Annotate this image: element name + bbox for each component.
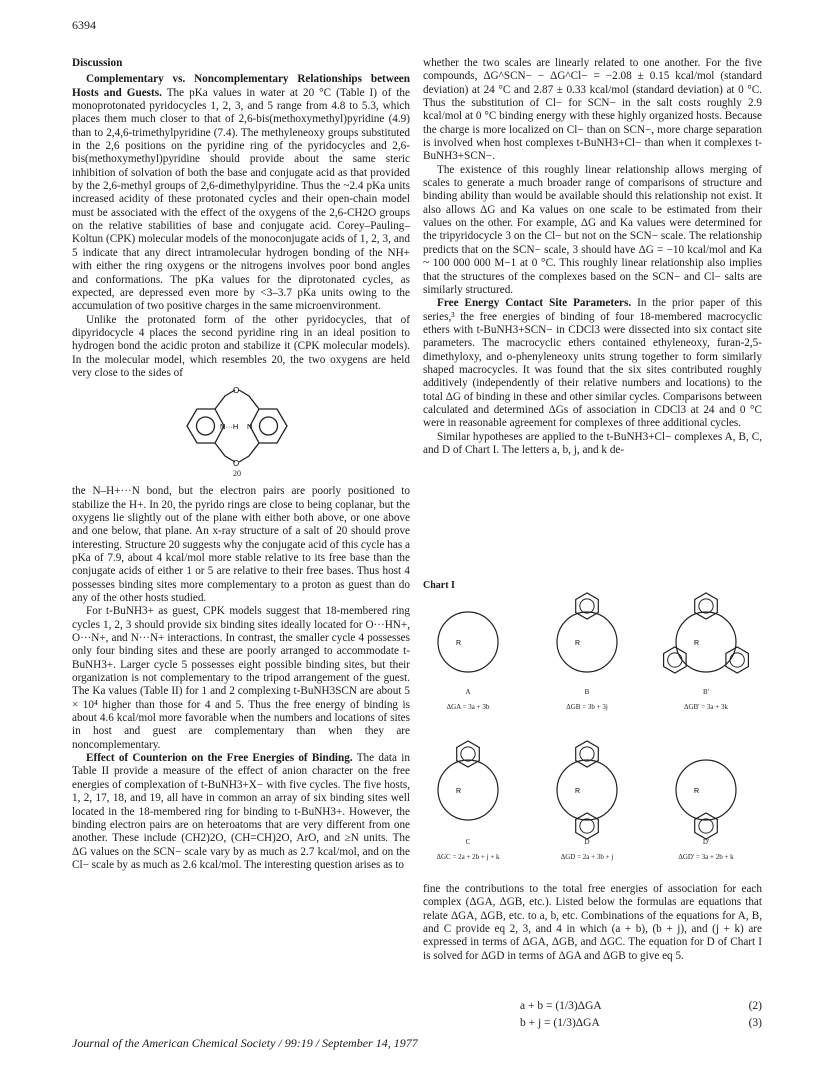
structure-label-a: A: [465, 688, 471, 696]
ammonium-center: R: [575, 640, 581, 647]
ammonium-center: R: [456, 788, 462, 795]
ammonium-center: R: [694, 640, 700, 647]
macrocycle-ring: [438, 760, 498, 820]
pyridine-ring: [695, 593, 718, 619]
chart-i: [423, 580, 762, 870]
equation-number: (3): [748, 1017, 762, 1029]
journal-footer: Journal of the American Chemical Society / 99:19 / September 14, 1977: [72, 1036, 418, 1050]
structure-label-b: B: [584, 688, 590, 696]
equation-b: ΔGB = 3b + 3j: [566, 703, 608, 711]
pyridine-ring-inner: [580, 747, 594, 761]
paragraph: the N–H+···N bond, but the electron pairs are poorly positioned to stabilize the H+. In 20, the pyrido rings are close to being coplanar, but the oxygens lie slightly out of the plane with either both above, or one above and one below, that plane. An x-ray structure of a salt of 20 should prove interesting. Structure 20 suggests why the conjugate acid of this cycle has a pKa of 7.9, about 4 kcal/mol more stable relative to its free base than the conjugate acids of either 1 or 5 are relative to their free bases. Thus host 4 possesses binding sites more complementary to a proton as guest than do any of the other hosts studied.: [72, 485, 410, 604]
run-in-heading: Effect of Counterion on the Free Energies of Binding.: [86, 752, 353, 765]
ammonium-center: R: [456, 640, 462, 647]
equation-b-prime: ΔGB' = 3a + 3k: [684, 703, 728, 711]
equation-c: ΔGC = 2a + 2b + j + k: [436, 853, 500, 861]
pyridine-ring-inner: [461, 747, 475, 761]
right-column: [423, 57, 762, 457]
structure-label-d-prime: D': [702, 838, 710, 846]
pyridine-ring-inner: [730, 653, 744, 667]
paragraph: [72, 752, 410, 872]
compound-label: 20: [233, 469, 241, 479]
pyridine-ring: [457, 741, 480, 767]
equation-d: ΔGD = 2a + 3b + j: [560, 853, 614, 861]
ammonium-center: R: [694, 788, 700, 795]
pyridine-ring-inner: [580, 819, 594, 833]
pyridine-ring: [576, 593, 599, 619]
ammonium-center: R: [575, 788, 581, 795]
structure-label-b-prime: B': [703, 688, 709, 696]
paragraph: Similar hypotheses are applied to the t-BuNH3+Cl− complexes A, B, C, and D of Chart I. The letters a, b, j, and k de-: [423, 430, 762, 456]
macrocycle-ring: [557, 612, 617, 672]
run-in-heading: Complementary vs. Noncomplementary Relationships between Hosts and Guests.: [72, 73, 410, 99]
paragraph: [423, 297, 762, 430]
left-column: [72, 57, 410, 872]
paragraph: whether the two scales are linearly related to one another. For the five compounds, ΔG^SCN− − ΔG^Cl− = −2.08 ± 0.15 kcal/mol (standard deviation) at 24 °C and 2.87 ± 0.33 kcal/mol (standard deviation) at 0 °C. Thus the substitution of Cl− for SCN− in the salt costs roughly 2.9 kcal/mol at 0 °C binding energy with these highly organized hosts. Because the charge is more localized on Cl− than on SCN−, more charge separation is involved when host complexes t-BuNH3+Cl− than when it complexes t-BuNH3+SCN−.: [423, 57, 762, 163]
paragraph: [423, 883, 762, 963]
pyridine-ring-inner: [699, 819, 713, 833]
pyridine-ring-inner: [668, 653, 682, 667]
equation-d-prime: ΔGD' = 3a + 2b + k: [678, 853, 734, 861]
pyridine-ring: [576, 813, 599, 839]
structure-20-figure: [72, 380, 410, 485]
section-heading: Discussion: [72, 57, 123, 69]
pyridine-ring: [695, 813, 718, 839]
run-in-heading: Free Energy Contact Site Parameters.: [437, 297, 632, 310]
oxygen-top: O: [233, 386, 240, 396]
paragraph: [72, 73, 410, 313]
equation-a: ΔGA = 3a + 3b: [446, 703, 490, 711]
oxygen-bottom: O: [233, 459, 240, 469]
chart-structures: [423, 580, 762, 870]
pyridine-ring: [576, 741, 599, 767]
equation-text: a + b = (1/3)ΔGA: [520, 1000, 602, 1012]
paragraph: Unlike the protonated form of the other pyridocycles, that of dipyridocycle 4 places the second pyridine ring in an ideal position to hydrogen bond the acidic proton and stabilize it (CPK molecular models). In the molecular model, which resembles 20, the two oxygens are held very close to the sides of: [72, 313, 410, 379]
paragraph: The existence of this roughly linear relationship allows merging of scales to generate a much broader range of comparisons of structure and binding ability than would be available should this relationship not exist. It also allows ΔG and Ka values on one scale to be estimated from their values on the other. For example, ΔG and Ka values were determined for the tripyridocycle 3 on the Cl− but not on the SCN− scale. The relationship predicts that on the SCN− scale, 3 should have ΔG = −10 kcal/mol and Ka ~ 100 000 000 M−1 at 0 °C. This roughly linear relationship also implies that the structures of the complexes based on the SCN− and Cl− salts are similarly structured.: [423, 163, 762, 296]
n-h-label: N···H: [220, 422, 239, 432]
paragraph-text: In the prior paper of this series,³ the free energies of binding of four 18-membered macrocyclic ethers with t-BuNH3+SCN− in CDCl3 were dissected into six contact site parameters. The macrocyclic ethers contained ethyleneoxy, furan-2,5-dimethyloxy, and o-phenyleneoxy units strung together to form similarly shaped macrocycles. It was found that the six sites contributed roughly additively (independently of their relative numbers and locations) to the total ΔG of binding in these and other similar cycles. Comparisons between calculated and determined ΔGs of association in CDCl3 at 24 and 0 °C were in reasonable agreement for complexes of three additional cycles.: [423, 297, 763, 430]
structure-label-c: C: [465, 838, 471, 846]
pyridine-ring-inner: [699, 599, 713, 613]
macrocycle-ring: [676, 612, 736, 672]
macrocycle-ring: [557, 760, 617, 820]
paragraph: For t-BuNH3+ as guest, CPK models suggest that 18-membered ring cycles 1, 2, 3 should provide six binding sites ideally located for O···HN+, O···N+, and N···N+ interactions. In contrast, the smaller cycle 4 possesses only four binding sites and these are poorly arranged to accommodate t-BuNH3+. Larger cycle 5 possesses eight possible binding sites, but their organization is not complementary to the tripod arrangement of the guest. The Ka values (Table II) for 1 and 2 complexing t-BuNH3SCN are about 5 × 10⁴ higher than those for 4 and 5. Thus the free energy of binding is about 4.6 kcal/mol more favorable when the numbers and locations of sites in host and guest are complementary than when they are noncomplementary.: [72, 605, 410, 751]
paragraph-text: The pKa values in water at 20 °C (Table I) of the monoprotonated pyridocycles 1, 2, 3, and 5 range from 4.8 to 5.3, which places them much closer to that of 2,6-bis(methoxymethyl)pyridine (4.9) than to 2,4,6-trimethylpyridine (7.4). The methyleneoxy groups substituted in the 2,6 positions on the pyridine ring of the pyridocycles and 2,6-bis(methoxymethyl)pyridine should provide about the same steric inhibition of solvation of both the base and conjugate acid as that provided by the 2,6-methyl groups of 2,6-dimethylpyridine. Thus the ~2.4 pKa units increased acidity of these protonated cycles and their open-chain model must be associated with the effect of the oxygens of the 2,6-CH2O groups on the relative stabilities of base and conjugate acid. Corey–Pauling–Koltun (CPK) molecular models of the monoconjugate acids of 1, 2, 3, and 5 indicate that any direct intramolecular hydrogen bonding of the NH+ with either the ring oxygens or the nitrogens involves poor bond angles and conformations. The pKa values for the diprotonated cycles, as expected, are depressed even more by <3–3.7 pKa units owing to the accumulation of two positive charges in the same microenvironment.: [72, 86, 410, 313]
macrocycle-ring: [676, 760, 736, 820]
macrocycle-ring: [438, 612, 498, 672]
structure-20-drawing: [177, 382, 297, 470]
paragraph-text: The data in Table II provide a measure of the effect of anion character on the free energies of complexation of t-BuNH3+X− with five cycles. The five hosts, 1, 2, 17, 18, and 19, all have in common an array of six binding sites well located in the 18-membered ring for binding to t-BuNH3+. However, the binding electron pairs are on heteroatoms that are very different from one another. These include (CH2)2O, (CH=CH)2O, ArO, and ≥N units. The ΔG values on the SCN− scale vary by as much as 2.7 kcal/mol, and on the Cl− scale by as much as 2.6 kcal/mol. The interesting question arises as to: [72, 752, 410, 871]
n-label: N: [247, 422, 253, 432]
equation-text: b + j = (1/3)ΔGA: [520, 1017, 600, 1029]
equation-number: (2): [748, 1000, 762, 1012]
page-number: 6394: [72, 18, 96, 32]
structure-label-d: D: [584, 838, 590, 846]
pyridine-ring-inner: [580, 599, 594, 613]
chart-title: Chart I: [423, 580, 455, 591]
paragraph-text: fine the contributions to the total free energies of association for each complex (ΔGA, ΔGB, etc.). Listed below the formulas are equations that relate ΔGA, ΔGB, etc. to a, b, etc. Combinations of the equations for A, B, and C provide eq 2, 3, and 4 in which (a + b), (b + j), and (j + k) are expressed in terms of ΔGA, ΔGB, and ΔGC. The equation for D of Chart I is solved for ΔGD in terms of ΔGA and ΔGB to give eq 5.: [423, 883, 762, 962]
